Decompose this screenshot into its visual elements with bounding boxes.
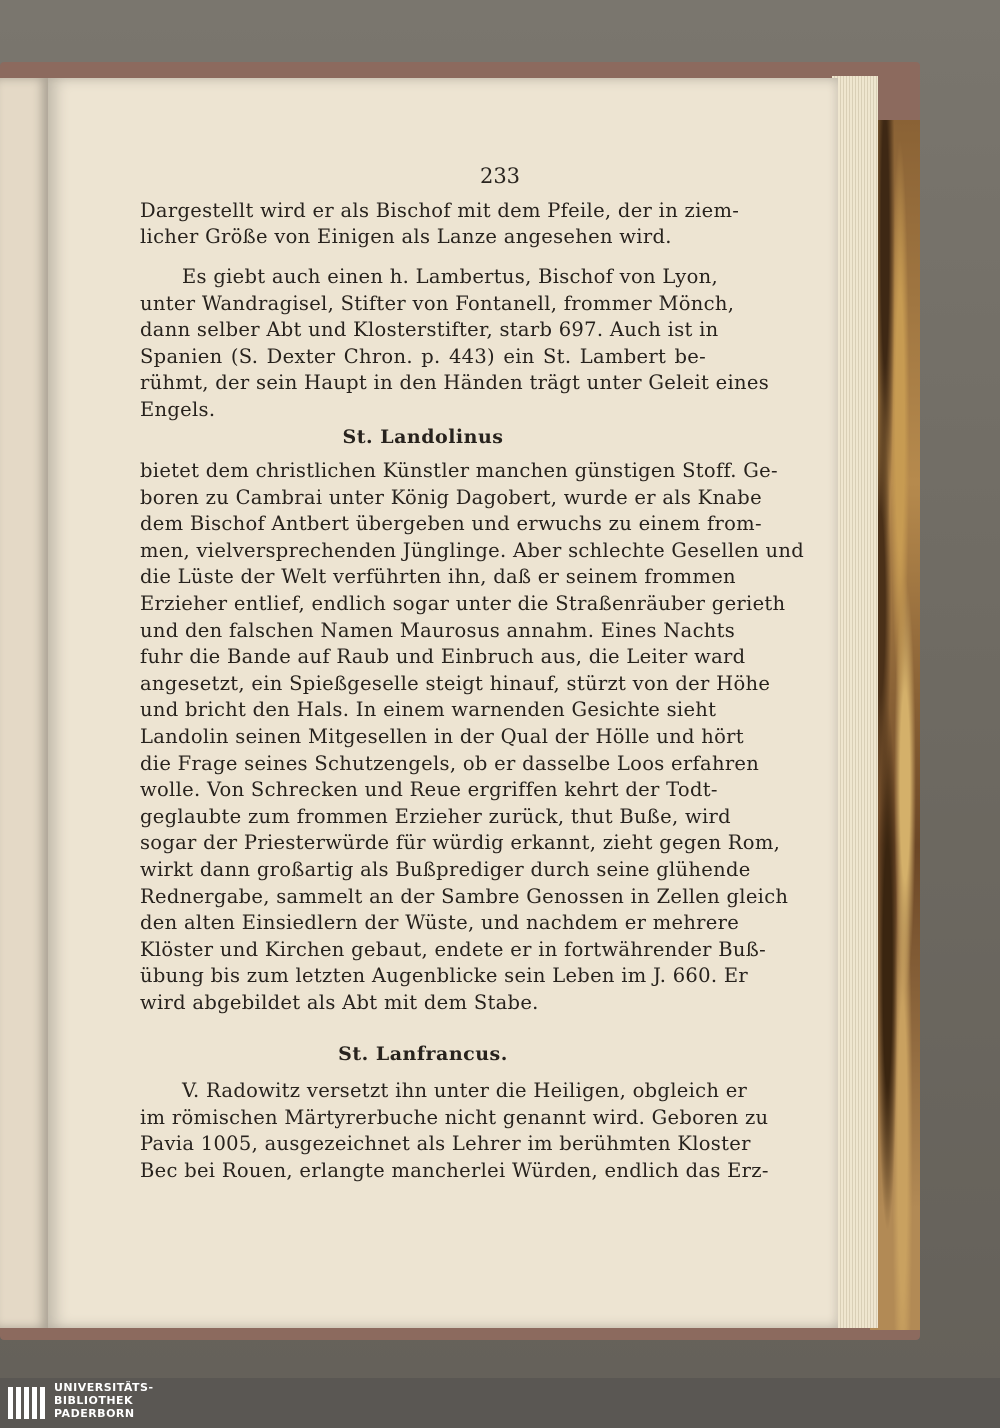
text-line: wirkt dann großartig als Bußprediger durch seine glühende	[140, 858, 751, 881]
text-line: Spanien (S. Dexter Chron. p. 443) ein St. Lambert be-	[140, 345, 706, 368]
text-line: den alten Einsiedlern der Wüste, und nachdem er mehrere	[140, 911, 740, 934]
text-line: Es giebt auch einen h. Lambertus, Bischof von Lyon,	[182, 265, 719, 288]
text-line: boren zu Cambrai unter König Dagobert, wurde er als Knabe	[140, 486, 762, 509]
left-page-sliver	[0, 78, 48, 1328]
text-line: Engels.	[140, 398, 216, 421]
logo-line: UNIVERSITÄTS-	[54, 1381, 154, 1394]
text-line: wolle. Von Schrecken und Reue ergriffen kehrt der Todt-	[140, 778, 718, 801]
text-line: men, vielversprechenden Jünglinge. Aber schlechte Gesellen und	[140, 539, 805, 562]
page-edges	[832, 76, 878, 1328]
text-line: licher Größe von Einigen als Lanze angesehen wird.	[140, 225, 672, 248]
text-line: übung bis zum letzten Augenblicke sein Leben im J. 660. Er	[140, 964, 748, 987]
text-line: wird abgebildet als Abt mit dem Stabe.	[140, 991, 539, 1014]
library-logo-text	[54, 1381, 154, 1420]
text-line: Dargestellt wird er als Bischof mit dem Pfeile, der in ziem-	[140, 199, 740, 222]
text-line: V. Radowitz versetzt ihn unter die Heiligen, obgleich er	[182, 1079, 748, 1102]
section-heading: St. Landolinus	[342, 426, 504, 448]
text-line: und bricht den Hals. In einem warnenden Gesichte sieht	[140, 698, 717, 721]
text-line: Klöster und Kirchen gebaut, endete er in fortwährender Buß-	[140, 938, 766, 961]
text-line: sogar der Priesterwürde für würdig erkannt, zieht gegen Rom,	[140, 831, 781, 854]
logo-line: BIBLIOTHEK	[54, 1394, 134, 1407]
text-line: Bec bei Rouen, erlangte mancherlei Würden, endlich das Erz-	[140, 1159, 769, 1182]
page-number: 233	[479, 164, 521, 188]
text-line: unter Wandragisel, Stifter von Fontanell, frommer Mönch,	[140, 292, 735, 315]
section-heading: St. Lanfrancus.	[338, 1043, 508, 1065]
text-line: die Lüste der Welt verführten ihn, daß er seinem frommen	[140, 565, 736, 588]
text-line: Pavia 1005, ausgezeichnet als Lehrer im berühmten Kloster	[140, 1132, 751, 1155]
logo-line: PADERBORN	[54, 1407, 135, 1420]
text-line: dem Bischof Antbert übergeben und erwuchs zu einem from-	[140, 512, 762, 535]
text-line: und den falschen Namen Maurosus annahm. Eines Nachts	[140, 619, 736, 642]
text-line: geglaubte zum frommen Erzieher zurück, thut Buße, wird	[140, 805, 731, 828]
text-line: rühmt, der sein Haupt in den Händen trägt unter Geleit eines	[140, 371, 770, 394]
text-line: angesetzt, ein Spießgeselle steigt hinauf, stürzt von der Höhe	[140, 672, 771, 695]
text-line: fuhr die Bande auf Raub und Einbruch aus, die Leiter ward	[140, 645, 746, 668]
text-line: Landolin seinen Mitgesellen in der Qual der Hölle und hört	[140, 725, 744, 748]
text-line: bietet dem christlichen Künstler manchen günstigen Stoff. Ge-	[140, 459, 778, 482]
text-line: im römischen Märtyrerbuche nicht genannt wird. Geboren zu	[140, 1106, 769, 1129]
text-line: die Frage seines Schutzengels, ob er dasselbe Loos erfahren	[140, 752, 760, 775]
text-line: Rednergabe, sammelt an der Sambre Genossen in Zellen gleich	[140, 885, 789, 908]
text-line: dann selber Abt und Klosterstifter, starb 697. Auch ist in	[140, 318, 719, 341]
library-logo-icon	[6, 1383, 48, 1423]
text-line: Erzieher entlief, endlich sogar unter die Straßenräuber gerieth	[140, 592, 786, 615]
